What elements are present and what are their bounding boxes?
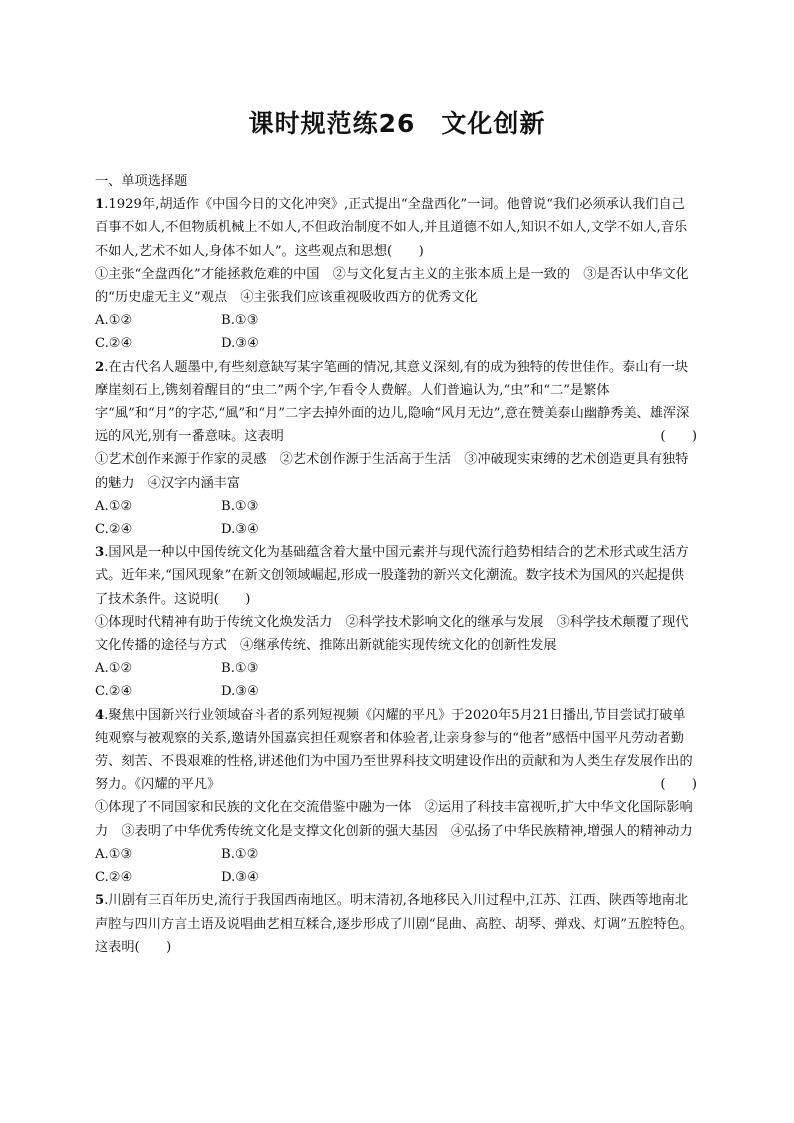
choice-a[interactable]: A.①②	[95, 661, 133, 677]
choice-c[interactable]: C.②④	[95, 522, 133, 538]
answer-choices	[95, 843, 697, 889]
choice-b[interactable]: B.①②	[221, 846, 259, 862]
title-main: 课时规范练26	[248, 109, 416, 138]
question-stem	[95, 889, 697, 959]
choice-b[interactable]: B.①③	[221, 661, 259, 677]
question-number: 4	[95, 707, 105, 723]
question-stem	[95, 541, 697, 611]
choice-c[interactable]: C.②④	[95, 336, 133, 352]
question-2	[95, 356, 697, 542]
page-title	[0, 104, 794, 140]
choice-a[interactable]: A.①②	[95, 313, 133, 329]
choice-d[interactable]: D.③④	[221, 870, 259, 886]
question-stem	[95, 193, 697, 263]
question-statements: ①体现了不同国家和民族的文化在交流借鉴中融为一体 ②运用了科技丰富视听,扩大中华文化国际影响力 ③表明了中华优秀传统文化是支撑文化创新的强大基因 ④弘扬了中华民族精神,增强人的精神动力	[95, 800, 693, 839]
choice-d[interactable]: D.③④	[221, 336, 259, 352]
question-text: .川剧有三百年历史,流行于我国西南地区。明末清初,各地移民入川过程中,江苏、江西、陕西等地南北声腔与四川方言土语及说唱曲艺相互糅合,逐步形成了川剧“昆曲、高腔、胡琴、弹戏、灯调”五腔特色。这表明( )	[95, 893, 693, 955]
choice-c[interactable]: C.②④	[95, 684, 133, 700]
question-1	[95, 193, 697, 355]
choice-c[interactable]: C.②④	[95, 870, 133, 886]
choice-d[interactable]: D.③④	[221, 684, 259, 700]
question-stem	[95, 356, 697, 449]
question-text: .国风是一种以中国传统文化为基础蕴含着大量中国元素并与现代流行趋势相结合的艺术形式或生活方式。近年来,“国风现象”在新文创领域崛起,形成一股蓬勃的新兴文化潮流。数字技术为国风的兴起提供了技术条件。这说明( )	[95, 545, 689, 607]
question-number: 5	[95, 893, 105, 909]
choice-b[interactable]: B.①③	[221, 498, 259, 514]
document-body	[95, 170, 697, 959]
choice-a[interactable]: A.①③	[95, 846, 133, 862]
question-statements: ①主张“全盘西化”才能拯救危难的中国 ②与文化复古主义的主张本质上是一致的 ③是否认中华文化的“历史虚无主义”观点 ④主张我们应该重视吸收西方的优秀文化	[95, 266, 689, 306]
question-number: 1	[95, 197, 105, 213]
answer-choices	[95, 309, 697, 355]
section-heading: 一、单项选择题	[95, 174, 188, 189]
choice-d[interactable]: D.③④	[221, 522, 259, 538]
question-stem	[95, 704, 697, 797]
question-4	[95, 704, 697, 890]
answer-choices	[95, 657, 697, 703]
question-text: .在古代名人题墨中,有些刻意缺写某字笔画的情况,其意义深刻,有的成为独特的传世佳作。泰山有一块摩崖刻石上,镌刻着醒目的“虫二”两个字,乍看令人费解。人们普遍认为,“虫”和“二”是繁体字“風”和“月”的字芯,“風”和“月”二字去掉外面的边儿,隐喻“风月无边”,意在赞美泰山幽静秀美、雄浑深远的风光,别有一番意味。这表明	[95, 359, 690, 445]
answer-parenthesis: ( )	[660, 429, 697, 445]
choice-a[interactable]: A.①②	[95, 498, 133, 514]
question-text: .聚焦中国新兴行业领域奋斗者的系列短视频《闪耀的平凡》于2020年5月21日播出,节目尝试打破单纯观察与被观察的关系,邀请外国嘉宾担任观察者和体验者,让亲身参与的“他者”感悟中国平凡劳动者勤劳、刻苦、不畏艰难的性格,讲述他们为中国乃至世界科技文明建设作出的贡献和为人类生存发展作出的努力。《闪耀的平凡》	[95, 707, 693, 793]
answer-choices	[95, 495, 697, 541]
question-statements: ①艺术创作来源于作家的灵感 ②艺术创作源于生活高于生活 ③冲破现实束缚的艺术创造更具有独特的魅力 ④汉字内涵丰富	[95, 452, 689, 491]
answer-parenthesis: ( )	[660, 777, 697, 793]
question-number: 3	[95, 545, 105, 561]
question-3	[95, 541, 697, 703]
question-text: .1929年,胡适作《中国今日的文化冲突》,正式提出“全盘西化”一词。他曾说“我们必须承认我们自己百事不如人,不但物质机械上不如人,不但政治制度不如人,并且道德不如人,知识不如人,文学不如人,音乐不如人,艺术不如人,身体不如人”。这些观点和思想( )	[95, 197, 688, 259]
question-number: 2	[95, 359, 105, 375]
question-statements: ①体现时代精神有助于传统文化焕发活力 ②科学技术影响文化的继承与发展 ③科学技术颠覆了现代文化传播的途径与方式 ④继承传统、推陈出新就能实现传统文化的创新性发展	[95, 614, 689, 654]
title-sub: 文化创新	[441, 109, 546, 138]
question-5	[95, 889, 697, 959]
choice-b[interactable]: B.①③	[221, 313, 259, 329]
